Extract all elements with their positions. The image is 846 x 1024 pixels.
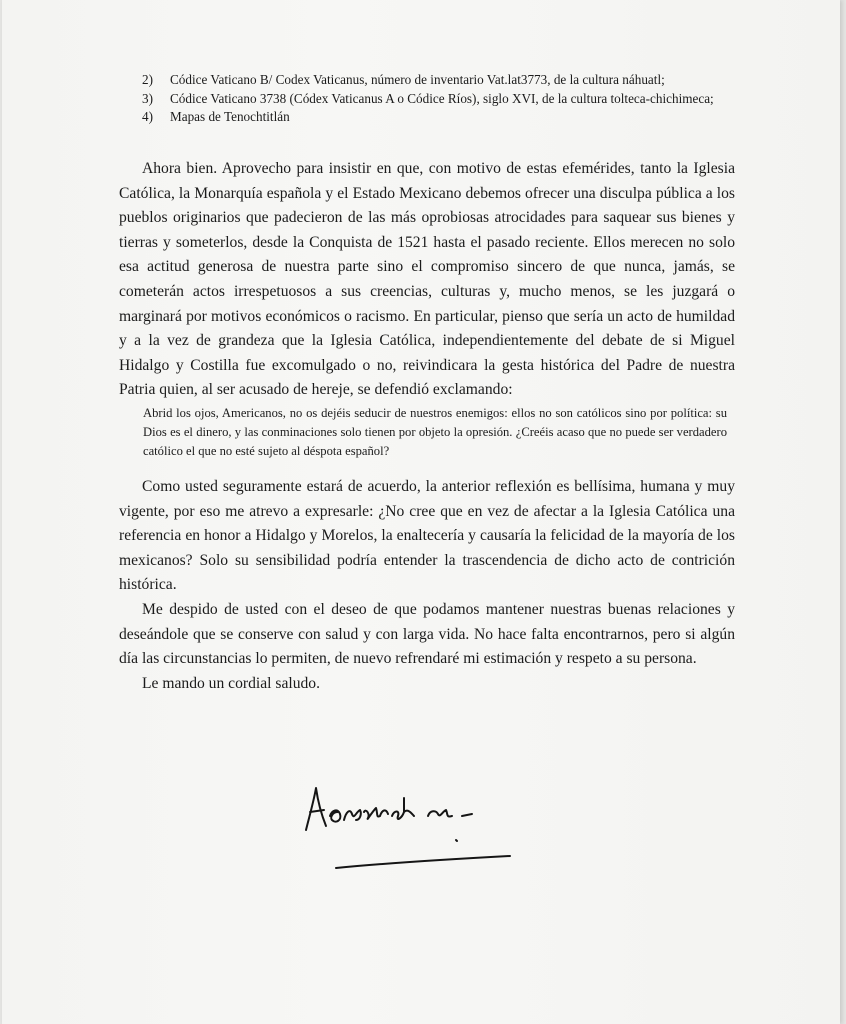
closing-line	[119, 672, 735, 697]
paragraph-reflection-text: Como usted seguramente estará de acuerdo, la anterior reflexión es bellísima, humana y muy vigente, por eso me atrevo a expresarle: ¿No cree que en vez de afectar a la Iglesia Católica una referencia en honor a Hidalgo y Morelos, la enaltecería y causaría la felicidad de la mayoría de los mexicanos? Solo su sensibilidad podría entender la trascendencia de dicho acto de contrición histórica.	[119, 478, 735, 594]
closing-text: Le mando un cordial saludo.	[142, 675, 320, 692]
paragraph-apology-text: Ahora bien. Aprovecho para insistir en que, con motivo de estas efemérides, tanto la Iglesia Católica, la Monarquía española y el Estado Mexicano debemos ofrecer una disculpa pública a los pueblos originarios que padecieron de las más oprobiosas atrocidades para saquear sus bienes y tierras y someterlos, desde la Conquista de 1521 hasta el pasado reciente. Ellos merecen no solo esa actitud generosa de nuestra parte sino el compromiso sincero de que nunca, jamás, se cometerán actos irrespetuosos a sus creencias, culturas y, mucho menos, se les juzgará o marginará por motivos económicos o racismo. En particular, pienso que sería un acto de humildad y a la vez de grandeza que la Iglesia Católica, independientemente del debate de si Miguel Hidalgo y Costilla fue excomulgado o no, reivindicara la gesta histórica del Padre de nuestra Patria quien, al ser acusado de hereje, se defendió exclamando:	[119, 160, 735, 399]
paragraph-reflection	[119, 475, 735, 598]
list-item	[142, 90, 726, 109]
list-item-number: 2)	[142, 72, 153, 87]
signature-drawing	[296, 772, 526, 882]
codex-list	[142, 71, 726, 127]
list-item-text: Mapas de Tenochtitlán	[170, 109, 290, 125]
list-item	[142, 71, 726, 90]
letter-page	[2, 0, 840, 1024]
list-item-number: 4)	[142, 109, 153, 125]
list-item	[142, 108, 726, 127]
paragraph-farewell-text: Me despido de usted con el deseo de que podamos mantener nuestras buenas relaciones y deseándole que se conserve con salud y con larga vida. No hace falta encontrarnos, pero si algún día las circunstancias lo permiten, de nuevo refrendaré mi estimación y respeto a su persona.	[119, 601, 735, 668]
paragraph-apology	[119, 157, 735, 403]
paragraph-farewell	[119, 598, 735, 672]
list-item-text: Códice Vaticano 3738 (Códex Vaticanus A o Códice Ríos), siglo XVI, de la cultura tolteca-chichimeca;	[170, 90, 714, 106]
hidalgo-quote: Abrid los ojos, Americanos, no os dejéis seducir de nuestros enemigos: ellos no son católicos sino por política: su Dios es el dinero, y las conminaciones solo tienen por objeto la opresión. ¿Creéis acaso que no puede ser verdadero católico el que no esté sujeto al déspota español?	[143, 406, 727, 458]
list-item-text: Códice Vaticano B/ Codex Vaticanus, número de inventario Vat.lat3773, de la cultura náhuatl;	[170, 72, 665, 87]
list-item-number: 3)	[142, 90, 153, 106]
handwritten-signature	[296, 772, 526, 882]
